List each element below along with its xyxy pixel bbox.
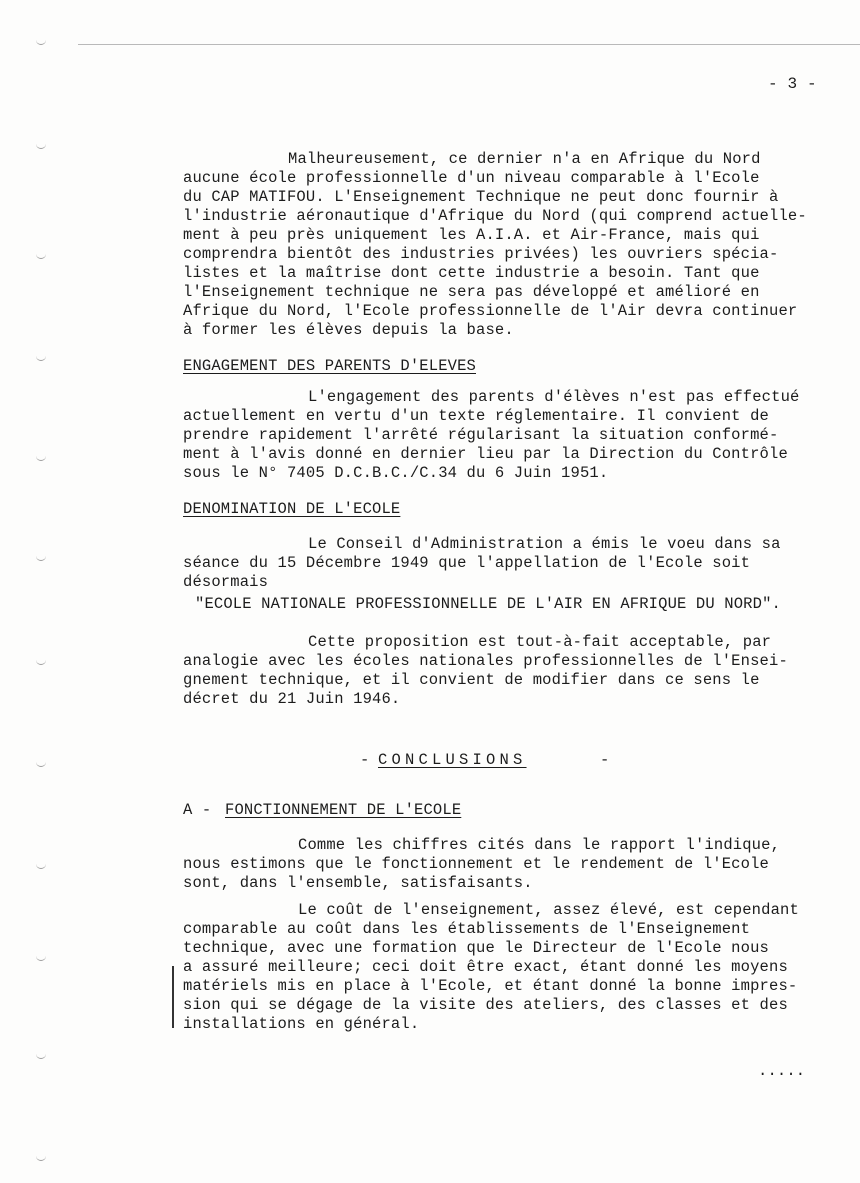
paragraph-line: Afrique du Nord, l'Ecole professionnelle de l'Air devra continuer: [183, 302, 798, 320]
page-number: - 3 -: [768, 75, 817, 93]
paragraph-line: Cette proposition est tout-à-fait acceptable, par: [308, 633, 772, 651]
binder-mark: [36, 1152, 46, 1161]
paragraph-line: technique, avec une formation que le Directeur de l'Ecole nous: [183, 939, 769, 957]
conclusions-dash-right: -: [600, 751, 610, 769]
section-heading-denomination: DENOMINATION DE L'ECOLE: [183, 500, 401, 518]
paragraph-line: du CAP MATIFOU. L'Enseignement Technique ne peut donc fournir à: [183, 188, 779, 206]
top-rule: [78, 44, 860, 45]
paragraph-line: listes et la maîtrise dont cette industrie a besoin. Tant que: [183, 264, 760, 282]
conclusions-title: CONCLUSIONS: [378, 751, 527, 769]
paragraph-line: comparable au coût dans les établissements de l'Enseignement: [183, 920, 751, 938]
paragraph-line: L'engagement des parents d'élèves n'est pas effectué: [308, 388, 800, 406]
binder-mark: [36, 656, 46, 665]
paragraph-line: ment à l'avis donné en dernier lieu par la Direction du Contrôle: [183, 445, 788, 463]
binder-mark: [36, 250, 46, 259]
paragraph-line: a assuré meilleure; ceci doit être exact, étant donné les moyens: [183, 958, 788, 976]
paragraph-line: matériels mis en place à l'Ecole, et étant donné la bonne impres-: [183, 977, 798, 995]
paragraph-line: l'Enseignement technique ne sera pas développé et amélioré en: [183, 283, 760, 301]
paragraph-line: analogie avec les écoles nationales professionnelles de l'Ensei-: [183, 652, 788, 670]
paragraph-line: ment à peu près uniquement les A.I.A. et Air-France, mais qui: [183, 226, 760, 244]
binder-mark: [36, 758, 46, 767]
paragraph-line: l'industrie aéronautique d'Afrique du Nord (qui comprend actuelle-: [183, 207, 807, 225]
binder-mark: [36, 140, 46, 149]
paragraph-line: comprendra bientôt des industries privées) les ouvriers spécia-: [183, 245, 779, 263]
paragraph-line: sion qui se dégage de la visite des ateliers, des classes et des: [183, 996, 788, 1014]
binder-mark: [36, 952, 46, 961]
paragraph-line: sont, dans l'ensemble, satisfaisants.: [183, 874, 533, 892]
paragraph-line: Comme les chiffres cités dans le rapport l'indique,: [298, 836, 781, 854]
paragraph-line: installations en général.: [183, 1015, 420, 1033]
margin-bracket-annotation: [172, 966, 178, 1028]
paragraph-line: aucune école professionnelle d'un niveau comparable à l'Ecole: [183, 169, 760, 187]
paragraph-line: séance du 15 Décembre 1949 que l'appellation de l'Ecole soit: [183, 554, 751, 572]
quoted-school-name: "ECOLE NATIONALE PROFESSIONNELLE DE L'AIR EN AFRIQUE DU NORD".: [195, 595, 781, 613]
binder-mark: [36, 36, 46, 45]
binder-mark: [36, 860, 46, 869]
paragraph-line: actuellement en vertu d'un texte réglementaire. Il convient de: [183, 407, 769, 425]
paragraph-line: Le Conseil d'Administration a émis le voeu dans sa: [308, 535, 781, 553]
subheading-fonctionnement: FONCTIONNEMENT DE L'ECOLE: [225, 801, 462, 819]
binder-mark: [36, 452, 46, 461]
binder-mark: [36, 1050, 46, 1059]
continuation-mark: .....: [758, 1062, 806, 1080]
conclusions-dash-left: -: [360, 751, 370, 769]
paragraph-line: désormais: [183, 573, 269, 591]
paragraph-line: prendre rapidement l'arrêté régularisant la situation conformé-: [183, 426, 779, 444]
binder-mark: [36, 352, 46, 361]
paragraph-line: sous le N° 7405 D.C.B.C./C.34 du 6 Juin 1951.: [183, 464, 609, 482]
binder-mark: [36, 552, 46, 561]
paragraph-line: Le coût de l'enseignement, assez élevé, est cependant: [298, 901, 799, 919]
paragraph-line: décret du 21 Juin 1946.: [183, 690, 401, 708]
subheading-prefix: A -: [183, 801, 212, 819]
paragraph-line: à former les élèves depuis la base.: [183, 321, 514, 339]
section-heading-engagement: ENGAGEMENT DES PARENTS D'ELEVES: [183, 357, 476, 375]
paragraph-line: nous estimons que le fonctionnement et le rendement de l'Ecole: [183, 855, 769, 873]
paragraph-line: gnement technique, et il convient de modifier dans ce sens le: [183, 671, 760, 689]
paragraph-line: Malheureusement, ce dernier n'a en Afrique du Nord: [288, 150, 761, 168]
